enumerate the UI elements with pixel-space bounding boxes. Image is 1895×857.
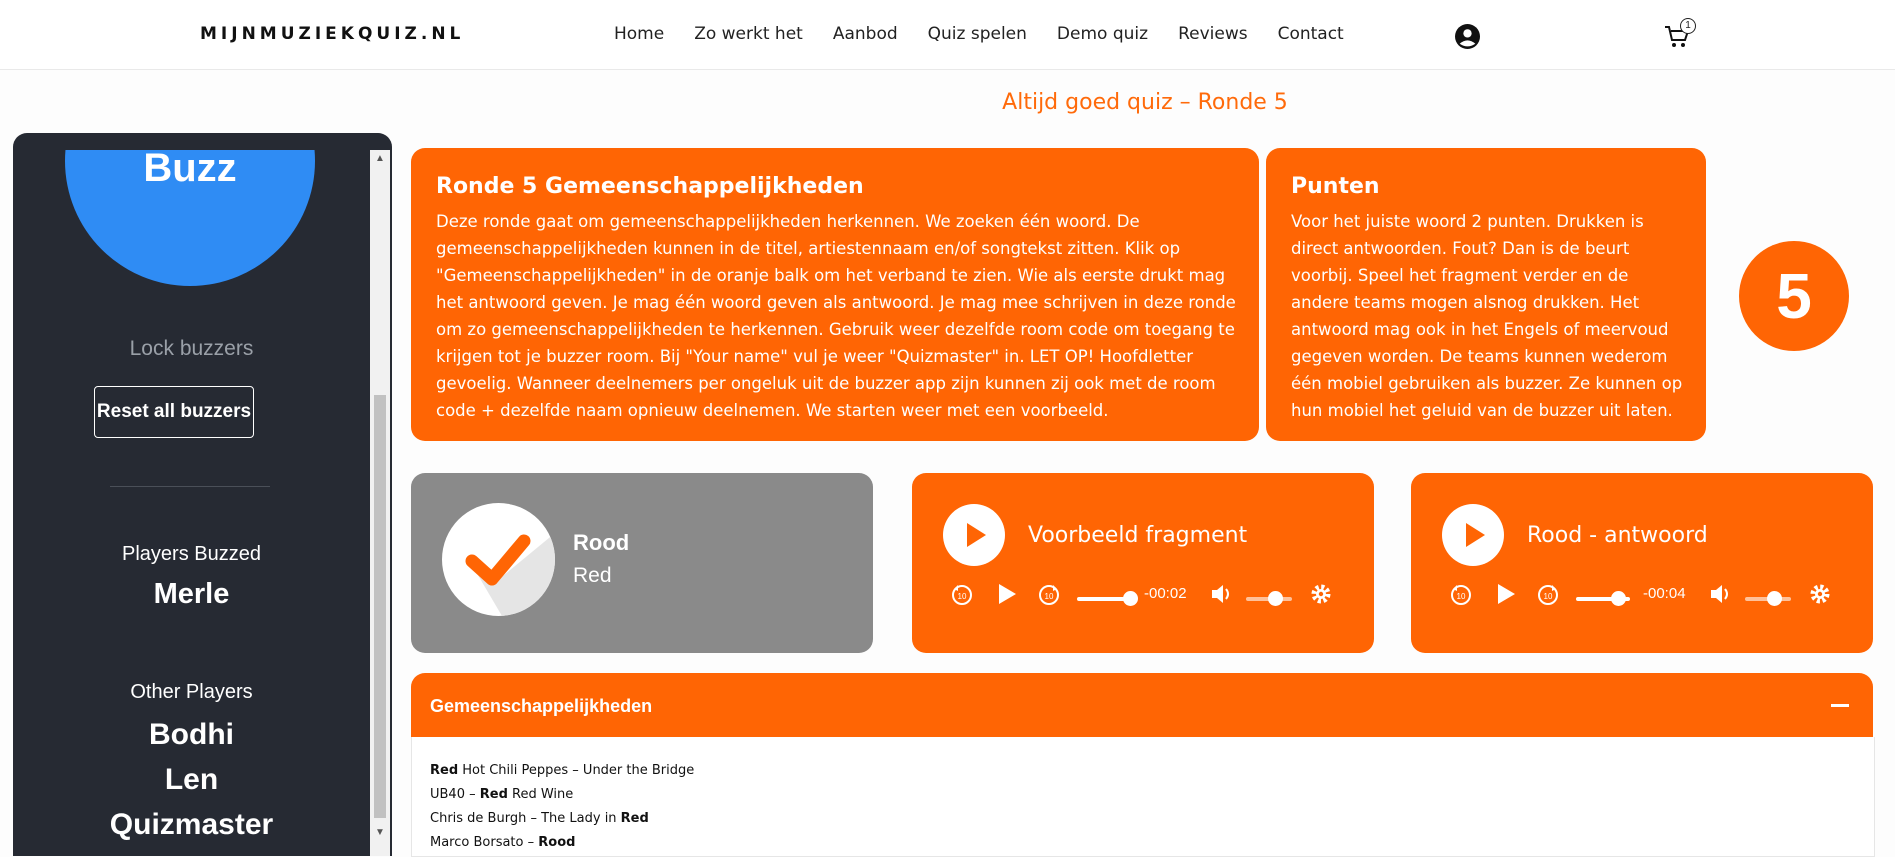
cart-count-badge: 1 xyxy=(1680,18,1696,34)
checkmark-icon xyxy=(442,503,555,616)
song-line: Red Hot Chili Peppes – Under the Bridge xyxy=(430,763,695,778)
round-number-badge: 5 xyxy=(1739,241,1849,351)
account-icon[interactable] xyxy=(1455,24,1480,49)
song-line: Chris de Burgh – The Lady in Red xyxy=(430,811,649,826)
players-buzzed-name: Merle xyxy=(153,578,230,610)
nav-contact[interactable]: Contact xyxy=(1277,24,1344,44)
time-remaining: -00:02 xyxy=(1144,585,1187,602)
nav-quiz-spelen[interactable]: Quiz spelen xyxy=(927,24,1027,44)
site-logo[interactable]: MIJNMUZIEKQUIZ.NL xyxy=(200,24,465,44)
song-line: Marco Borsato – Rood xyxy=(430,835,576,850)
svg-text:10: 10 xyxy=(1044,592,1054,601)
rewind-10-icon[interactable] xyxy=(949,579,975,609)
song-line: UB40 – Red Red Wine xyxy=(430,787,574,802)
audio-title: Rood - antwoord xyxy=(1527,523,1708,548)
volume-knob[interactable] xyxy=(1767,591,1782,606)
player-name: Bodhi xyxy=(149,718,234,751)
main-nav xyxy=(614,24,1374,44)
nav-home[interactable]: Home xyxy=(614,24,665,44)
time-remaining: -00:04 xyxy=(1643,585,1686,602)
points-text: Voor het juiste woord 2 punten. Drukken is direct antwoorden. Fout? Dan is de beurt voorbij. Speel het fragment verder en de andere teams mogen alsnog drukken. Het antwoord mag ook in het Engels of meervoud gegeven worden. De teams kunnen wederom één mobiel gebruiken als buzzer. Ze kunnen op hun mobiel het geluid van de buzzer uit laten. xyxy=(1291,212,1683,420)
player-name: Len xyxy=(164,763,219,796)
page-title: Altijd goed quiz – Ronde 5 xyxy=(1002,90,1288,115)
lock-buzzers-toggle[interactable]: Lock buzzers xyxy=(129,337,254,360)
accordion-title[interactable]: Gemeenschappelijkheden xyxy=(430,696,653,716)
nav-zo-werkt-het[interactable]: Zo werkt het xyxy=(694,24,803,44)
progress-knob[interactable] xyxy=(1123,591,1138,606)
nav-aanbod[interactable]: Aanbod xyxy=(832,24,898,44)
forward-10-icon[interactable] xyxy=(1535,579,1561,609)
points-card xyxy=(1266,148,1706,441)
play-small-icon[interactable] xyxy=(996,579,1018,609)
scroll-down-arrow-icon[interactable]: ▼ xyxy=(375,827,385,838)
settings-gear-icon[interactable] xyxy=(1808,579,1832,609)
svg-text:10: 10 xyxy=(1456,592,1466,601)
play-icon[interactable] xyxy=(943,504,1005,566)
round-info-title: Ronde 5 Gemeenschappelijkheden xyxy=(436,174,864,199)
scroll-up-arrow-icon[interactable]: ▲ xyxy=(375,153,385,164)
volume-icon[interactable] xyxy=(1708,579,1734,609)
round-info-card xyxy=(411,148,1259,441)
answer-title: Rood xyxy=(573,530,630,555)
collapse-minus-icon[interactable] xyxy=(1831,704,1849,707)
player-name: Quizmaster xyxy=(109,808,274,841)
answer-subtitle: Red xyxy=(573,564,612,587)
panel-scrollbar[interactable] xyxy=(370,150,390,856)
buzz-label: Buzz xyxy=(143,150,237,190)
svg-text:10: 10 xyxy=(1543,592,1553,601)
buzzer-panel-content xyxy=(13,150,370,856)
points-title: Punten xyxy=(1291,174,1380,199)
nav-reviews[interactable]: Reviews xyxy=(1178,24,1248,44)
divider xyxy=(110,486,270,487)
progress-knob[interactable] xyxy=(1611,591,1626,606)
svg-text:10: 10 xyxy=(957,592,967,601)
nav-demo-quiz[interactable]: Demo quiz xyxy=(1056,24,1149,44)
accordion-body xyxy=(411,737,1875,857)
volume-icon[interactable] xyxy=(1209,579,1235,609)
other-players-list xyxy=(13,712,370,847)
rewind-10-icon[interactable] xyxy=(1448,579,1474,609)
volume-knob[interactable] xyxy=(1268,591,1283,606)
play-icon[interactable] xyxy=(1442,504,1504,566)
other-players-label: Other Players xyxy=(130,681,253,703)
forward-10-icon[interactable] xyxy=(1036,579,1062,609)
settings-gear-icon[interactable] xyxy=(1309,579,1333,609)
audio-player-antwoord xyxy=(1411,473,1873,653)
round-info-text: Deze ronde gaat om gemeenschappelijkheden herkennen. We zoeken één woord. De gemeenschappelijkheden kunnen in de titel, artiestennaam en/of songtekst zitten. Klik op "Gemeenschappelijkheden" in de oranje balk om het verband te zien. Wie als eerste drukt mag het antwoord geven. Je mag één woord geven als antwoord. Je mag mee schrijven in deze ronde om zo gemeenschappelijkheden te herkennen. Gebruik weer dezelfde room code om toegang te krijgen tot je buzzer room. Bij "Your name" vul je weer "Quizmaster" in. LET OP! Hoofdletter gevoelig. Wanneer deelnemers per ongeluk uit de buzzer app zijn kunnen zij ook met de room code + dezelfde naam opnieuw deelnemen. We starten weer met een voorbeeld. xyxy=(436,212,1236,420)
audio-player-voorbeeld xyxy=(912,473,1374,653)
scrollbar-thumb[interactable] xyxy=(374,395,386,818)
reset-buzzers-button[interactable]: Reset all buzzers xyxy=(94,386,254,438)
players-buzzed-label: Players Buzzed xyxy=(122,543,261,565)
buzzer-panel xyxy=(13,133,392,856)
audio-title: Voorbeeld fragment xyxy=(1028,523,1248,548)
play-small-icon[interactable] xyxy=(1495,579,1517,609)
